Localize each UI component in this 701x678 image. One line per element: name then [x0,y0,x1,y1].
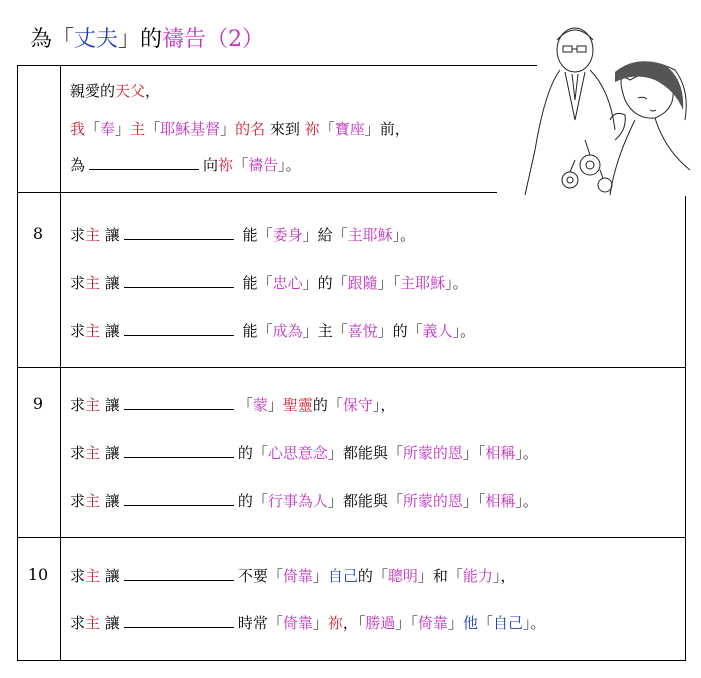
text-run: 倚靠 [282,614,313,632]
text-run: 」 [312,567,328,585]
text-run: 的名 [235,120,270,138]
text-run: 讓 [100,492,120,510]
couple-illustration [515,10,695,200]
title-part: 為「 [30,27,75,52]
text-run: 所蒙的恩 [402,492,463,510]
text-run: 讓 [100,226,120,244]
text-run: 喜悅 [347,322,378,340]
text-run: 主 [85,322,101,340]
prayer-line [70,565,515,586]
title-part: （2） [206,27,265,52]
prayer-line [70,612,546,633]
text-run: 能「 [237,226,273,244]
text-run: 求 [70,396,86,414]
text-run: 所蒙的恩 [402,444,463,462]
table-bottom-line [17,660,685,661]
fill-blank[interactable] [124,323,234,336]
text-run: 的「 [237,492,268,510]
text-run: 」主「 [302,322,348,340]
text-run: 求 [70,226,86,244]
text-run: 讓 [100,274,120,292]
text-run: 保守 [342,396,373,414]
text-run: 主耶穌 [347,226,393,244]
text-run: 義人 [422,322,453,340]
text-run: 」 [115,120,131,138]
text-run: 「 [85,120,101,138]
text-run: 」給「 [302,226,348,244]
fill-blank[interactable] [124,568,234,581]
table-right-border [685,196,686,661]
intro-line [70,118,410,139]
text-run: 相稱 [485,444,516,462]
text-run: 讓 [100,322,120,340]
text-run: 祢 [218,156,234,174]
text-run: 」。 [515,444,538,462]
text-run: 跟隨 [347,274,378,292]
text-run: ，「 [342,614,366,632]
text-run: 」前， [364,120,410,138]
text-run: 自己 [327,567,358,585]
prayer-line [70,224,415,245]
fill-blank[interactable] [124,397,234,410]
text-run: 能「 [237,274,273,292]
text-run: 「 [319,120,335,138]
text-run: 求 [70,274,86,292]
text-run: 主 [85,614,101,632]
text-run: 主 [85,567,101,585]
text-run: 時常「 [237,614,283,632]
text-run: 的「 [357,567,388,585]
text-run: 行事為人 [267,492,328,510]
text-run: 主 [85,444,101,462]
fill-blank[interactable] [124,615,234,628]
table-row-divider [17,537,685,538]
text-run: 主 [85,226,101,244]
text-run: 求 [70,322,86,340]
text-run: 勝過 [365,614,396,632]
text-run: 我 [70,120,86,138]
intro-line [70,154,301,175]
text-run: 」， [492,567,516,585]
text-run: 寶座 [334,120,365,138]
text-run: 不要「 [237,567,283,585]
text-run: 天父 [115,82,146,100]
fill-blank[interactable] [124,493,234,506]
prayer-line [70,490,538,511]
text-run: 」「 [462,444,486,462]
text-run: 來到 [269,120,305,138]
table-col-divider [60,65,61,661]
text-run: 「 [145,120,161,138]
text-run: 求 [70,614,86,632]
text-run: 」。 [445,274,468,292]
text-run: 奉 [100,120,116,138]
text-run: 」。 [278,156,301,174]
prayer-line [70,272,468,293]
title-part: 丈夫 [74,27,119,52]
text-run: 主 [85,274,101,292]
table-row-divider [17,367,685,368]
text-run: ， [145,82,161,100]
text-run: 祢 [304,120,320,138]
text-run: 親愛的 [70,82,116,100]
text-run: 主耶穌 [400,274,446,292]
text-run: 他 [462,614,478,632]
text-run: 耶穌基督 [160,120,221,138]
text-run: 讓 [100,614,120,632]
text-run: 」 [267,396,283,414]
text-run: 」和「 [417,567,463,585]
text-run: 」的「 [302,274,348,292]
text-run: 」。 [392,226,416,244]
title-part: 」的 [118,27,163,52]
prayer-line [70,394,395,415]
text-run: 自己 [492,614,523,632]
text-run: 」。 [452,322,476,340]
prayer-line [70,320,475,341]
text-run: 聖靈 [282,396,313,414]
text-run: 」都能與「 [327,492,403,510]
text-run: 主 [130,120,146,138]
text-run: 的「 [237,444,268,462]
text-run: 」。 [515,492,538,510]
text-run: 」「 [462,492,486,510]
fill-blank[interactable] [124,445,234,458]
table-row-divider [17,192,497,193]
fill-blank[interactable] [124,275,234,288]
text-run: 」「 [395,614,418,632]
text-run: 相稱 [485,492,516,510]
fill-blank[interactable] [89,157,199,170]
intro-line [70,80,160,101]
text-run: 倚靠 [417,614,448,632]
text-run: 」都能與「 [327,444,403,462]
text-run: 忠心 [272,274,303,292]
text-run: 祢 [327,614,343,632]
text-run: 向 [203,156,219,174]
text-run: 的「 [312,396,343,414]
page-title [30,22,264,53]
section-number: 10 [27,565,49,584]
title-part: 禱告 [162,27,207,52]
text-run: 「 [233,156,249,174]
text-run: 求 [70,567,86,585]
text-run: 主 [85,396,101,414]
text-run: 讓 [100,396,120,414]
text-run: 」， [372,396,396,414]
text-run: 求 [70,492,86,510]
text-run: 」的「 [377,322,423,340]
text-run: 」 [312,614,328,632]
text-run: 倚靠 [282,567,313,585]
text-run: 「 [477,614,493,632]
text-run: 」 [447,614,463,632]
text-run: 「 [237,396,253,414]
text-run: 禱告 [248,156,279,174]
fill-blank[interactable] [124,227,234,240]
text-run: 聰明 [387,567,418,585]
text-run: 心思意念 [267,444,328,462]
section-number: 8 [32,224,44,243]
text-run: 能力 [462,567,493,585]
table-top-line [17,65,537,66]
intro-prefix: 為 [70,156,86,174]
text-run: 蒙 [252,396,268,414]
text-run: 讓 [100,567,120,585]
text-run: 」 [220,120,236,138]
text-run: 讓 [100,444,120,462]
text-run: 」「 [377,274,401,292]
text-run: 成為 [272,322,303,340]
text-run: 委身 [272,226,303,244]
text-run: 」。 [523,614,546,632]
text-run: 主 [85,492,101,510]
section-number: 9 [32,394,44,413]
text-run: 求 [70,444,86,462]
text-run: 能「 [237,322,273,340]
prayer-line [70,442,538,463]
